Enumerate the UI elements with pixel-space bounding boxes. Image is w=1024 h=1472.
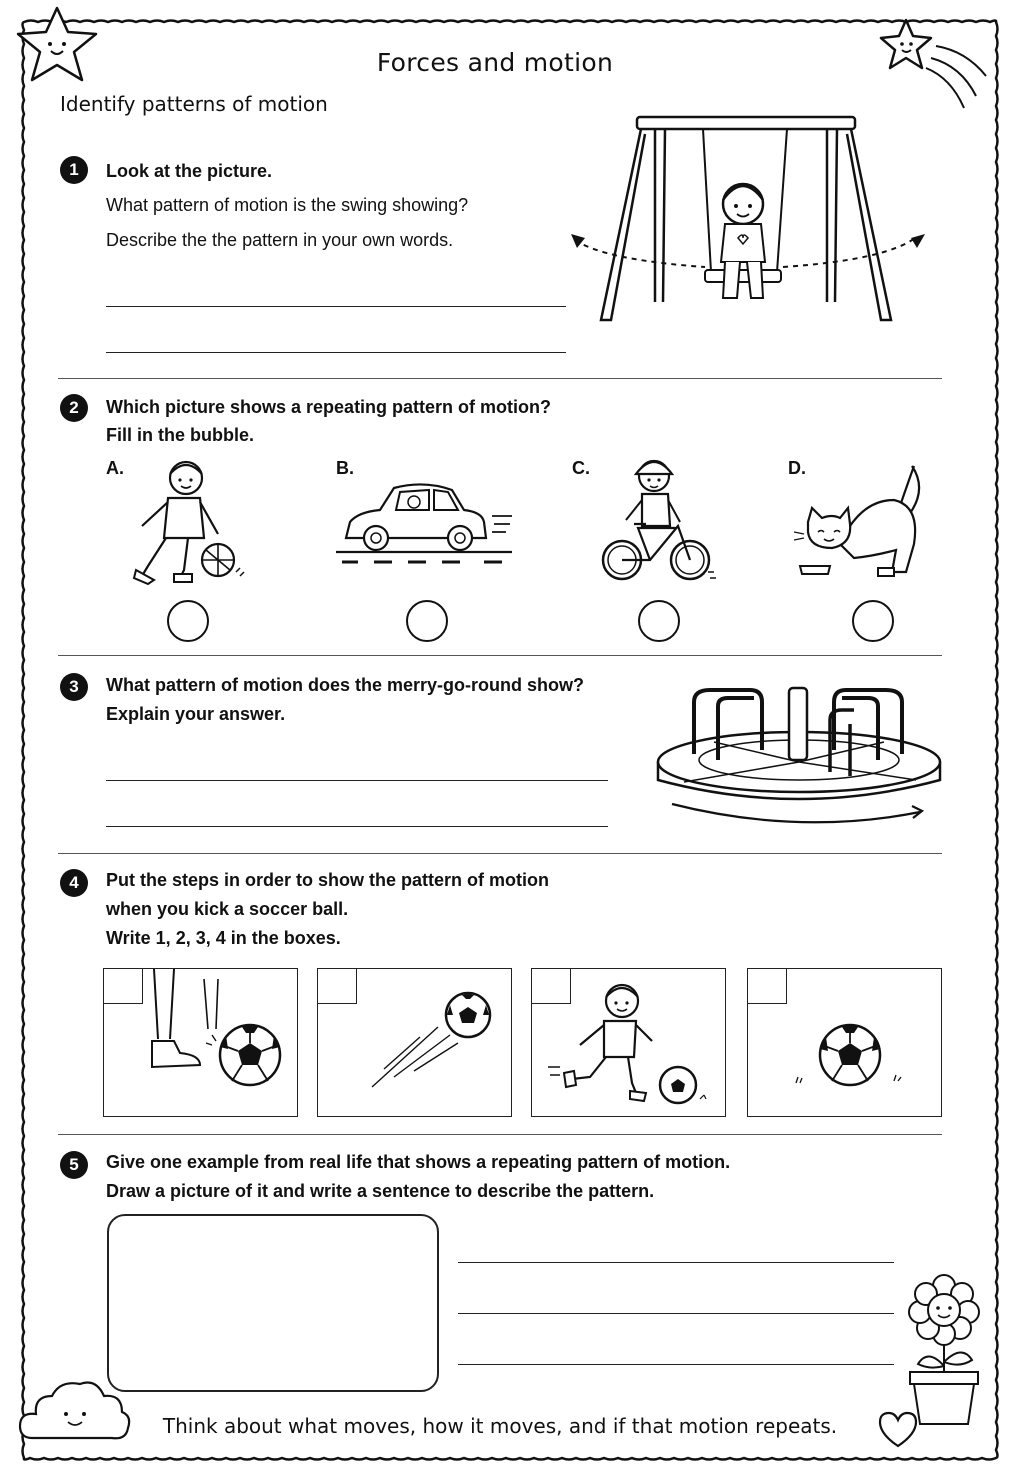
q4-instruction: Write 1, 2, 3, 4 in the boxes. (106, 928, 341, 948)
q4-question-cont: when you kick a soccer ball. (106, 899, 349, 919)
step-number-box[interactable] (531, 968, 571, 1004)
heart-icon (876, 1410, 920, 1450)
option-d-label: D. (788, 458, 806, 478)
step-number-box[interactable] (317, 968, 357, 1004)
section-divider (58, 378, 942, 379)
car-illustration (334, 480, 514, 570)
step-panel-running (531, 968, 726, 1117)
girl-bike-illustration (598, 456, 722, 584)
page-subtitle: Identify patterns of motion (60, 92, 328, 116)
section-divider (58, 1134, 942, 1135)
q1-instruction: Look at the picture. (106, 161, 273, 181)
ball-resting-illustration (788, 1009, 918, 1099)
option-b-label: B. (336, 458, 354, 478)
step-panel-resting (747, 968, 942, 1117)
q5-instruction: Draw a picture of it and write a sentence to describe the pattern. (106, 1181, 655, 1201)
step-number-box[interactable] (103, 968, 143, 1004)
q1-prompt: Describe the the pattern in your own words. (106, 230, 454, 250)
answer-line[interactable] (106, 306, 566, 307)
q4-question: Put the steps in order to show the pattern of motion (106, 870, 550, 890)
answer-line[interactable] (106, 352, 566, 353)
question-4-number: 4 (60, 869, 88, 897)
answer-bubble-c[interactable] (638, 600, 680, 642)
answer-line[interactable] (458, 1364, 894, 1365)
option-c-label: C. (572, 458, 590, 478)
swing-illustration (565, 112, 935, 327)
footer-tip: Think about what moves, how it moves, and if that motion repeats. (162, 1414, 838, 1438)
answer-line[interactable] (458, 1313, 894, 1314)
answer-line[interactable] (106, 780, 608, 781)
boy-ball-illustration (128, 458, 252, 586)
flower-pot-icon (904, 1272, 984, 1428)
q3-question: What pattern of motion does the merry-go-round show? (106, 675, 584, 695)
ball-flying-illustration (358, 987, 508, 1107)
answer-line[interactable] (106, 826, 608, 827)
q3-instruction: Explain your answer. (106, 704, 286, 724)
section-divider (58, 655, 942, 656)
question-1-number: 1 (60, 156, 88, 184)
drawing-box[interactable] (107, 1214, 439, 1392)
step-panel-kick (103, 968, 298, 1117)
q2-instruction: Fill in the bubble. (106, 425, 254, 445)
question-2-number: 2 (60, 394, 88, 422)
page-title: Forces and motion (376, 48, 614, 77)
merry-go-round-illustration (654, 680, 944, 830)
foot-kick-illustration (134, 969, 294, 1114)
answer-bubble-a[interactable] (167, 600, 209, 642)
q1-question: What pattern of motion is the swing showing? (106, 195, 469, 215)
step-panel-flying (317, 968, 512, 1117)
q5-question: Give one example from real life that shows a repeating pattern of motion. (106, 1152, 731, 1172)
answer-bubble-d[interactable] (852, 600, 894, 642)
answer-bubble-b[interactable] (406, 600, 448, 642)
question-5-number: 5 (60, 1151, 88, 1179)
step-number-box[interactable] (747, 968, 787, 1004)
cat-illustration (794, 460, 924, 580)
section-divider (58, 853, 942, 854)
q2-question: Which picture shows a repeating pattern of motion? (106, 397, 552, 417)
option-a-label: A. (106, 458, 124, 478)
question-3-number: 3 (60, 673, 88, 701)
answer-line[interactable] (458, 1262, 894, 1263)
